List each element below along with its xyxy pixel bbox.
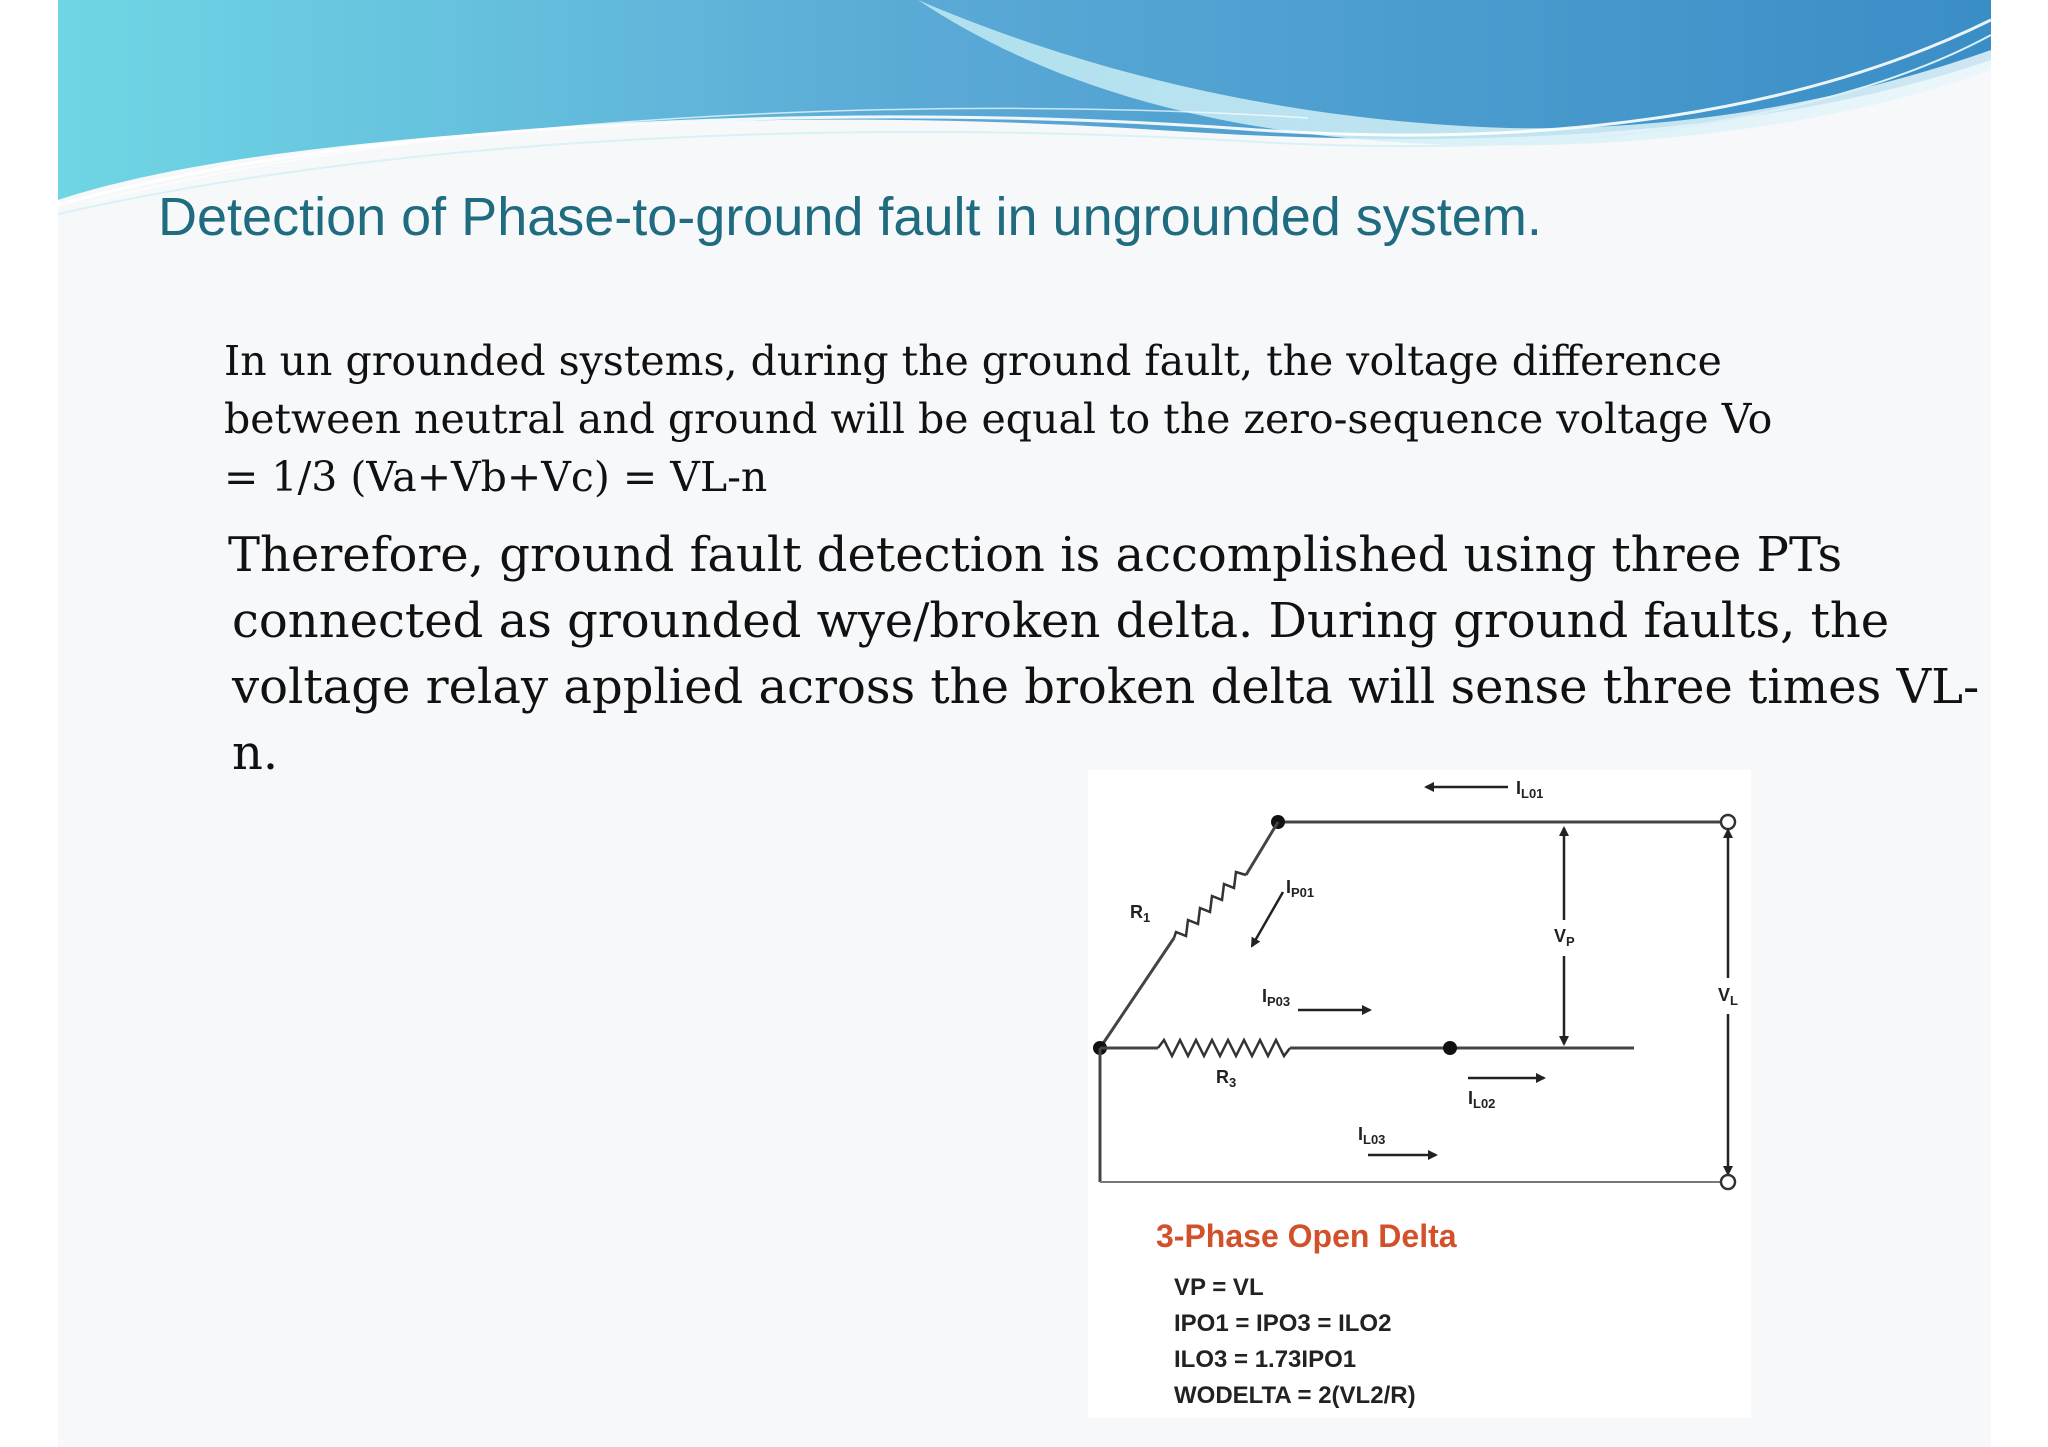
ip03-label: $I_{P03}$ bbox=[1262, 986, 1291, 1009]
slide bbox=[58, 0, 1991, 1447]
paragraph-line: = 1/3 (Va+Vb+Vc) = VL-n bbox=[224, 453, 768, 501]
paragraph-line: voltage relay applied across the broken delta will sense three times VL- bbox=[232, 659, 1980, 715]
il02-label: $I_{L02}$ bbox=[1468, 1088, 1496, 1111]
terminal-bottom bbox=[1721, 1175, 1735, 1189]
node-middle bbox=[1443, 1041, 1457, 1055]
terminal-top bbox=[1721, 815, 1735, 829]
il03-label: $I_{L03}$ bbox=[1358, 1124, 1386, 1147]
paragraph-line: between neutral and ground will be equal to the zero-sequence voltage Vo bbox=[224, 395, 1773, 443]
il01-label: $I_{L01}$ bbox=[1516, 778, 1544, 801]
slide-title: Detection of Phase-to-ground fault in ungrounded system. bbox=[158, 187, 1542, 247]
body-paragraph-1 bbox=[224, 332, 1824, 506]
formula-line: WODELTA = 2(VL2/R) bbox=[1174, 1382, 1416, 1409]
vl-label: $V_L$ bbox=[1718, 985, 1738, 1008]
resistor-r3 bbox=[1158, 1040, 1290, 1056]
circuit-diagram bbox=[1088, 770, 1751, 1210]
resistor-r1 bbox=[1174, 872, 1246, 938]
diagonal-wire-upper bbox=[1246, 822, 1278, 875]
paragraph-line: Therefore, ground fault detection is accomplished using three PTs bbox=[228, 527, 1843, 583]
r3-label: $R_3$ bbox=[1216, 1067, 1237, 1090]
paragraph-line: n. bbox=[232, 725, 279, 781]
formula-line: IPO1 = IPO3 = ILO2 bbox=[1174, 1310, 1392, 1337]
paragraph-line: connected as grounded wye/broken delta. During ground faults, the bbox=[232, 593, 1890, 649]
diagonal-wire-lower bbox=[1100, 938, 1174, 1048]
open-delta-circuit-figure bbox=[1088, 770, 1751, 1418]
body-paragraph-2 bbox=[228, 522, 1980, 786]
formula-line: VP = VL bbox=[1174, 1274, 1264, 1301]
formula-line: ILO3 = 1.73IPO1 bbox=[1174, 1346, 1357, 1373]
figure-caption-title: 3-Phase Open Delta bbox=[1156, 1218, 1457, 1254]
paragraph-line: In un grounded systems, during the ground fault, the voltage difference bbox=[224, 337, 1722, 385]
vp-label: $V_P$ bbox=[1554, 926, 1575, 949]
r1-label: $R_1$ bbox=[1130, 902, 1151, 925]
ip01-label: $I_{P01}$ bbox=[1286, 877, 1315, 900]
ip01-arrow bbox=[1252, 892, 1283, 946]
